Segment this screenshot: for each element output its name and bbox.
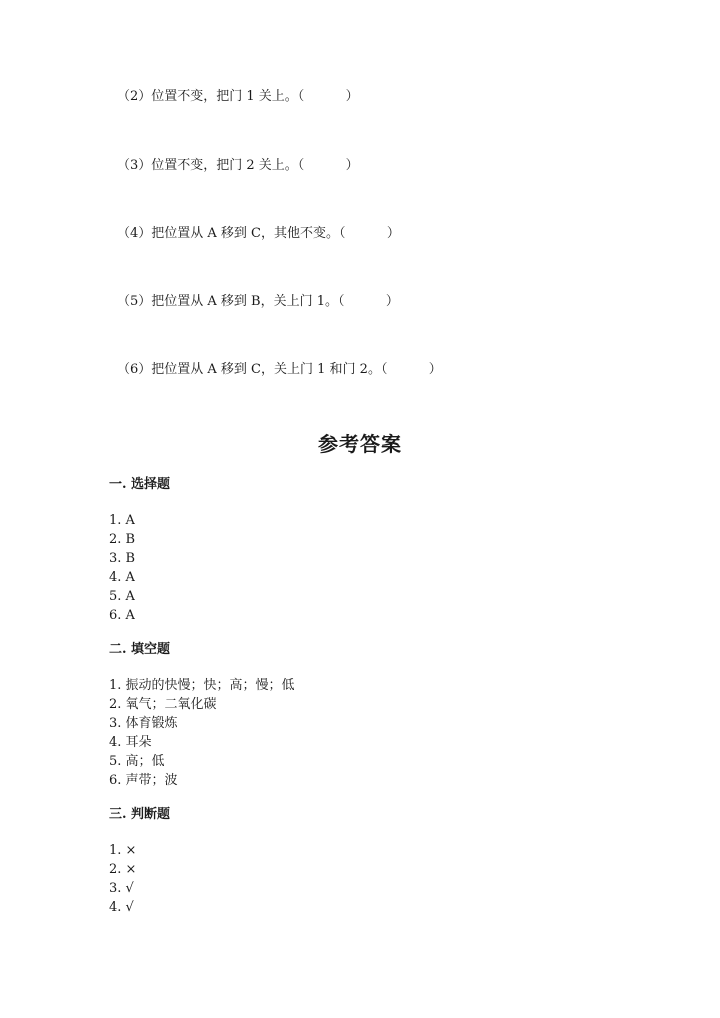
answer-item: 4. 耳朵 bbox=[109, 735, 152, 750]
answer-item: 6. A bbox=[109, 608, 135, 623]
answer-list bbox=[109, 841, 136, 917]
answer-item: 1. × bbox=[109, 843, 137, 858]
answer-item: 3. √ bbox=[109, 881, 134, 896]
question-6: （6）把位置从 A 移到 C，关上门 1 和门 2。（ ） bbox=[117, 362, 442, 377]
answer-list bbox=[109, 511, 135, 625]
answer-item: 3. 体育锻炼 bbox=[109, 716, 178, 731]
answer-key-title: 参考答案 bbox=[318, 432, 402, 456]
answer-item: 4. √ bbox=[109, 900, 134, 915]
answer-item: 5. A bbox=[109, 589, 135, 604]
question-5: （5）把位置从 A 移到 B，关上门 1。（ ） bbox=[117, 294, 399, 309]
answer-item: 1. 振动的快慢；快；高；慢；低 bbox=[109, 678, 295, 693]
answer-item: 4. A bbox=[109, 570, 135, 585]
answer-item: 1. A bbox=[109, 513, 135, 528]
section-heading: 二. 填空题 bbox=[109, 642, 171, 657]
section-heading: 一. 选择题 bbox=[109, 477, 171, 492]
question-4: （4）把位置从 A 移到 C，其他不变。（ ） bbox=[117, 226, 400, 241]
answer-item: 5. 高；低 bbox=[109, 754, 165, 769]
answer-item: 2. 氧气；二氧化碳 bbox=[109, 697, 217, 712]
answer-item: 6. 声带；波 bbox=[109, 773, 178, 788]
answer-item: 3. B bbox=[109, 551, 136, 566]
answer-list bbox=[109, 676, 295, 790]
answer-item: 2. × bbox=[109, 862, 137, 877]
question-3: （3）位置不变，把门 2 关上。（ ） bbox=[117, 158, 359, 173]
section-heading: 三. 判断题 bbox=[109, 807, 171, 822]
answer-item: 2. B bbox=[109, 532, 136, 547]
question-2: （2）位置不变，把门 1 关上。（ ） bbox=[117, 89, 359, 104]
